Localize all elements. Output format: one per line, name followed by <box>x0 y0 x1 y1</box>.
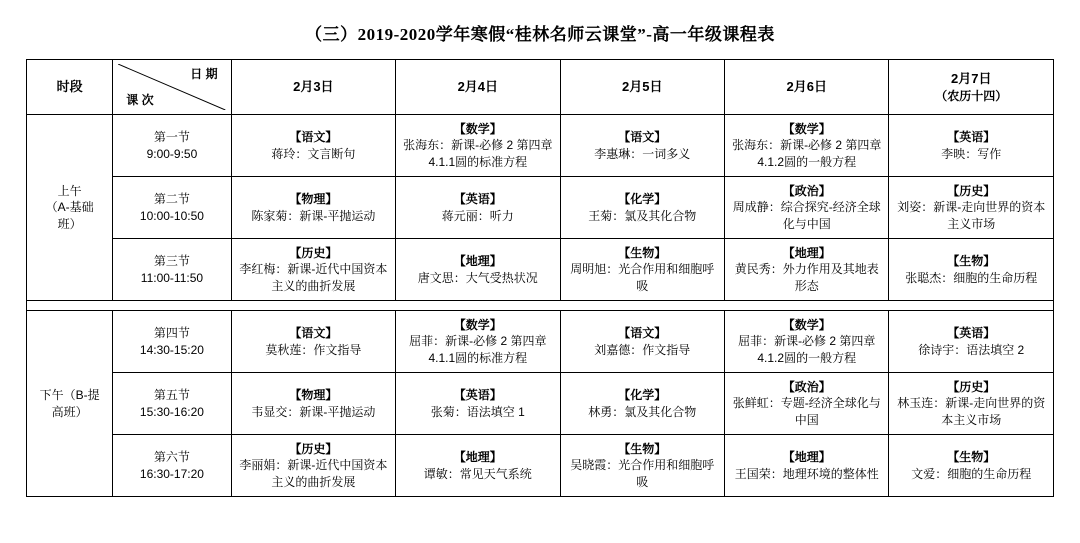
table-row <box>27 115 1054 177</box>
course-teacher: 陈家菊：新课-平抛运动 <box>251 208 376 223</box>
course-cell <box>560 115 724 177</box>
course-subject: 【数学】 <box>782 122 831 137</box>
course-subject: 【物理】 <box>289 388 338 403</box>
course-teacher: 文爱：细胞的生命历程 <box>911 466 1032 481</box>
course-subject: 【语文】 <box>289 326 338 341</box>
course-teacher: 王菊：氯及其化合物 <box>588 208 697 223</box>
course-cell <box>725 177 889 239</box>
course-teacher: 蒋元丽：听力 <box>441 208 514 223</box>
course-subject: 【生物】 <box>618 442 667 457</box>
course-teacher: 刘姿：新课-走向世界的资本主义市场 <box>897 200 1046 231</box>
course-teacher: 林玉连：新课-走向世界的资本主义市场 <box>897 396 1046 427</box>
course-teacher: 张鲜虹：专题-经济全球化与中国 <box>732 396 881 427</box>
course-subject: 【生物】 <box>947 450 996 465</box>
lesson-3-time: 11:00-11:50 <box>140 270 204 285</box>
course-cell <box>889 311 1054 373</box>
lesson-cell-3 <box>113 239 231 301</box>
course-teacher: 蒋玲：文言断句 <box>271 146 356 161</box>
section-spacer-cell <box>27 301 1054 311</box>
course-teacher: 吴晓霞：光合作用和细胞呼吸 <box>570 458 715 489</box>
course-cell <box>889 373 1054 435</box>
course-teacher: 周明旭：光合作用和细胞呼吸 <box>570 262 715 293</box>
course-teacher: 林勇：氯及其化合物 <box>588 404 697 419</box>
course-cell <box>725 115 889 177</box>
course-cell <box>560 177 724 239</box>
course-cell <box>231 311 395 373</box>
period-afternoon-line2: 高班） <box>51 404 88 419</box>
course-teacher: 李丽娟：新课-近代中国资本主义的曲折发展 <box>239 458 388 489</box>
lesson-5-time: 15:30-16:20 <box>139 404 204 419</box>
course-subject: 【数学】 <box>782 318 831 333</box>
course-cell <box>560 311 724 373</box>
course-cell <box>560 373 724 435</box>
header-day-3 <box>560 60 724 115</box>
course-teacher: 屈菲：新课-必修 2 第四章 4.1.2圆的一般方程 <box>738 334 876 365</box>
lesson-cell-5 <box>113 373 231 435</box>
header-period-label: 时段 <box>56 79 83 95</box>
header-day-5-name: 2月7日 <box>951 71 992 87</box>
course-subject: 【生物】 <box>618 246 667 261</box>
course-subject: 【数学】 <box>453 122 502 137</box>
course-cell <box>725 239 889 301</box>
course-teacher: 张聪杰：细胞的生命历程 <box>905 270 1038 285</box>
course-cell <box>396 115 560 177</box>
course-cell <box>889 239 1054 301</box>
period-morning-line1: 上午 <box>57 184 82 199</box>
course-cell <box>560 239 724 301</box>
period-cell-morning <box>27 115 113 301</box>
course-teacher: 张海东：新课-必修 2 第四章 4.1.2圆的一般方程 <box>732 138 882 169</box>
course-subject: 【化学】 <box>618 192 667 207</box>
course-teacher: 周成静：综合探究-经济全球化与中国 <box>732 200 881 231</box>
course-subject: 【政治】 <box>782 184 831 199</box>
course-subject: 【地理】 <box>453 254 502 269</box>
course-teacher: 王国荣：地理环境的整体性 <box>734 466 879 481</box>
course-subject: 【历史】 <box>289 442 338 457</box>
header-date-label: 日 期 <box>190 67 218 81</box>
course-cell <box>889 115 1054 177</box>
table-row <box>27 435 1054 497</box>
course-subject: 【历史】 <box>289 246 338 261</box>
table-row <box>27 177 1054 239</box>
lesson-cell-1 <box>113 115 231 177</box>
course-subject: 【物理】 <box>289 192 338 207</box>
course-subject: 【地理】 <box>782 246 831 261</box>
header-period-cell <box>27 60 113 115</box>
course-subject: 【生物】 <box>947 254 996 269</box>
header-day-2-name: 2月4日 <box>457 79 499 95</box>
course-subject: 【历史】 <box>947 184 996 199</box>
header-day-5 <box>889 60 1054 115</box>
course-cell <box>725 373 889 435</box>
table-row <box>27 239 1054 301</box>
lesson-4-name: 第四节 <box>153 326 190 341</box>
course-teacher: 张菊：语法填空 1 <box>430 404 525 419</box>
header-day-1-name: 2月3日 <box>293 79 334 95</box>
course-cell <box>231 373 395 435</box>
course-teacher: 李映：写作 <box>941 146 1002 161</box>
course-subject: 【语文】 <box>618 326 667 341</box>
course-cell <box>396 239 560 301</box>
course-subject: 【英语】 <box>947 326 996 341</box>
lesson-cell-4 <box>113 311 231 373</box>
course-cell <box>725 435 889 497</box>
course-cell <box>396 373 560 435</box>
lesson-3-name: 第三节 <box>153 254 190 269</box>
period-morning-line2: （A-基础 <box>45 200 94 215</box>
lesson-1-name: 第一节 <box>153 130 190 145</box>
course-teacher: 徐诗宇：语法填空 2 <box>918 342 1025 357</box>
course-subject: 【历史】 <box>947 380 996 395</box>
course-subject: 【化学】 <box>618 388 667 403</box>
lesson-6-time: 16:30-17:20 <box>139 466 204 481</box>
header-day-4 <box>725 60 889 115</box>
lesson-1-time: 9:00-9:50 <box>146 146 198 161</box>
course-schedule-table <box>26 59 1054 497</box>
course-cell <box>889 177 1054 239</box>
course-cell <box>396 435 560 497</box>
course-subject: 【语文】 <box>289 130 338 145</box>
header-lesson-label: 课 次 <box>126 92 154 107</box>
lesson-cell-6 <box>113 435 231 497</box>
course-teacher: 刘嘉德：作文指导 <box>594 342 691 357</box>
course-teacher: 屈菲：新课-必修 2 第四章 4.1.1圆的标准方程 <box>409 334 547 365</box>
course-cell <box>396 177 560 239</box>
course-teacher: 唐文思：大气受热状况 <box>417 270 538 285</box>
header-day-2 <box>396 60 560 115</box>
course-subject: 【政治】 <box>782 380 831 395</box>
course-subject: 【语文】 <box>618 130 667 145</box>
course-subject: 【英语】 <box>453 192 502 207</box>
table-header-row <box>27 60 1054 115</box>
page-title: （三）2019-2020学年寒假“桂林名师云课堂”-高一年级课程表 <box>305 25 775 44</box>
course-teacher: 莫秋莲：作文指导 <box>265 342 362 357</box>
header-day-1 <box>231 60 395 115</box>
course-cell <box>725 311 889 373</box>
header-corner-cell <box>113 60 231 115</box>
course-subject: 【数学】 <box>453 318 502 333</box>
header-day-4-name: 2月6日 <box>786 79 827 95</box>
course-teacher: 谭敏：常见天气系统 <box>423 466 532 481</box>
course-subject: 【英语】 <box>453 388 502 403</box>
header-day-3-name: 2月5日 <box>622 79 663 95</box>
course-cell <box>231 435 395 497</box>
course-teacher: 李红梅：新课-近代中国资本主义的曲折发展 <box>239 262 388 293</box>
course-cell <box>231 239 395 301</box>
course-cell <box>396 311 560 373</box>
course-teacher: 韦显交：新课-平抛运动 <box>251 404 376 419</box>
lesson-6-name: 第六节 <box>153 450 190 465</box>
lesson-2-name: 第二节 <box>153 192 190 207</box>
period-cell-afternoon <box>27 311 113 497</box>
course-teacher: 黄民秀：外力作用及其地表形态 <box>734 262 879 293</box>
course-subject: 【地理】 <box>782 450 831 465</box>
course-teacher: 李惠琳：一词多义 <box>594 146 691 161</box>
table-row <box>27 311 1054 373</box>
course-teacher: 张海东：新课-必修 2 第四章 4.1.1圆的标准方程 <box>403 138 553 169</box>
course-subject: 【地理】 <box>453 450 502 465</box>
diagonal-header <box>118 64 225 110</box>
section-spacer-row <box>27 301 1054 311</box>
lesson-4-time: 14:30-15:20 <box>139 342 204 357</box>
period-morning-line3: 班） <box>57 216 82 231</box>
period-afternoon-line1: 下午（B-提 <box>39 388 100 403</box>
course-cell <box>560 435 724 497</box>
header-day-5-sub: （农历十四） <box>935 88 1008 103</box>
lesson-2-time: 10:00-10:50 <box>139 208 204 223</box>
course-cell <box>889 435 1054 497</box>
course-cell <box>231 177 395 239</box>
course-subject: 【英语】 <box>947 130 996 145</box>
table-row <box>27 373 1054 435</box>
course-cell <box>231 115 395 177</box>
lesson-cell-2 <box>113 177 231 239</box>
lesson-5-name: 第五节 <box>153 388 190 403</box>
